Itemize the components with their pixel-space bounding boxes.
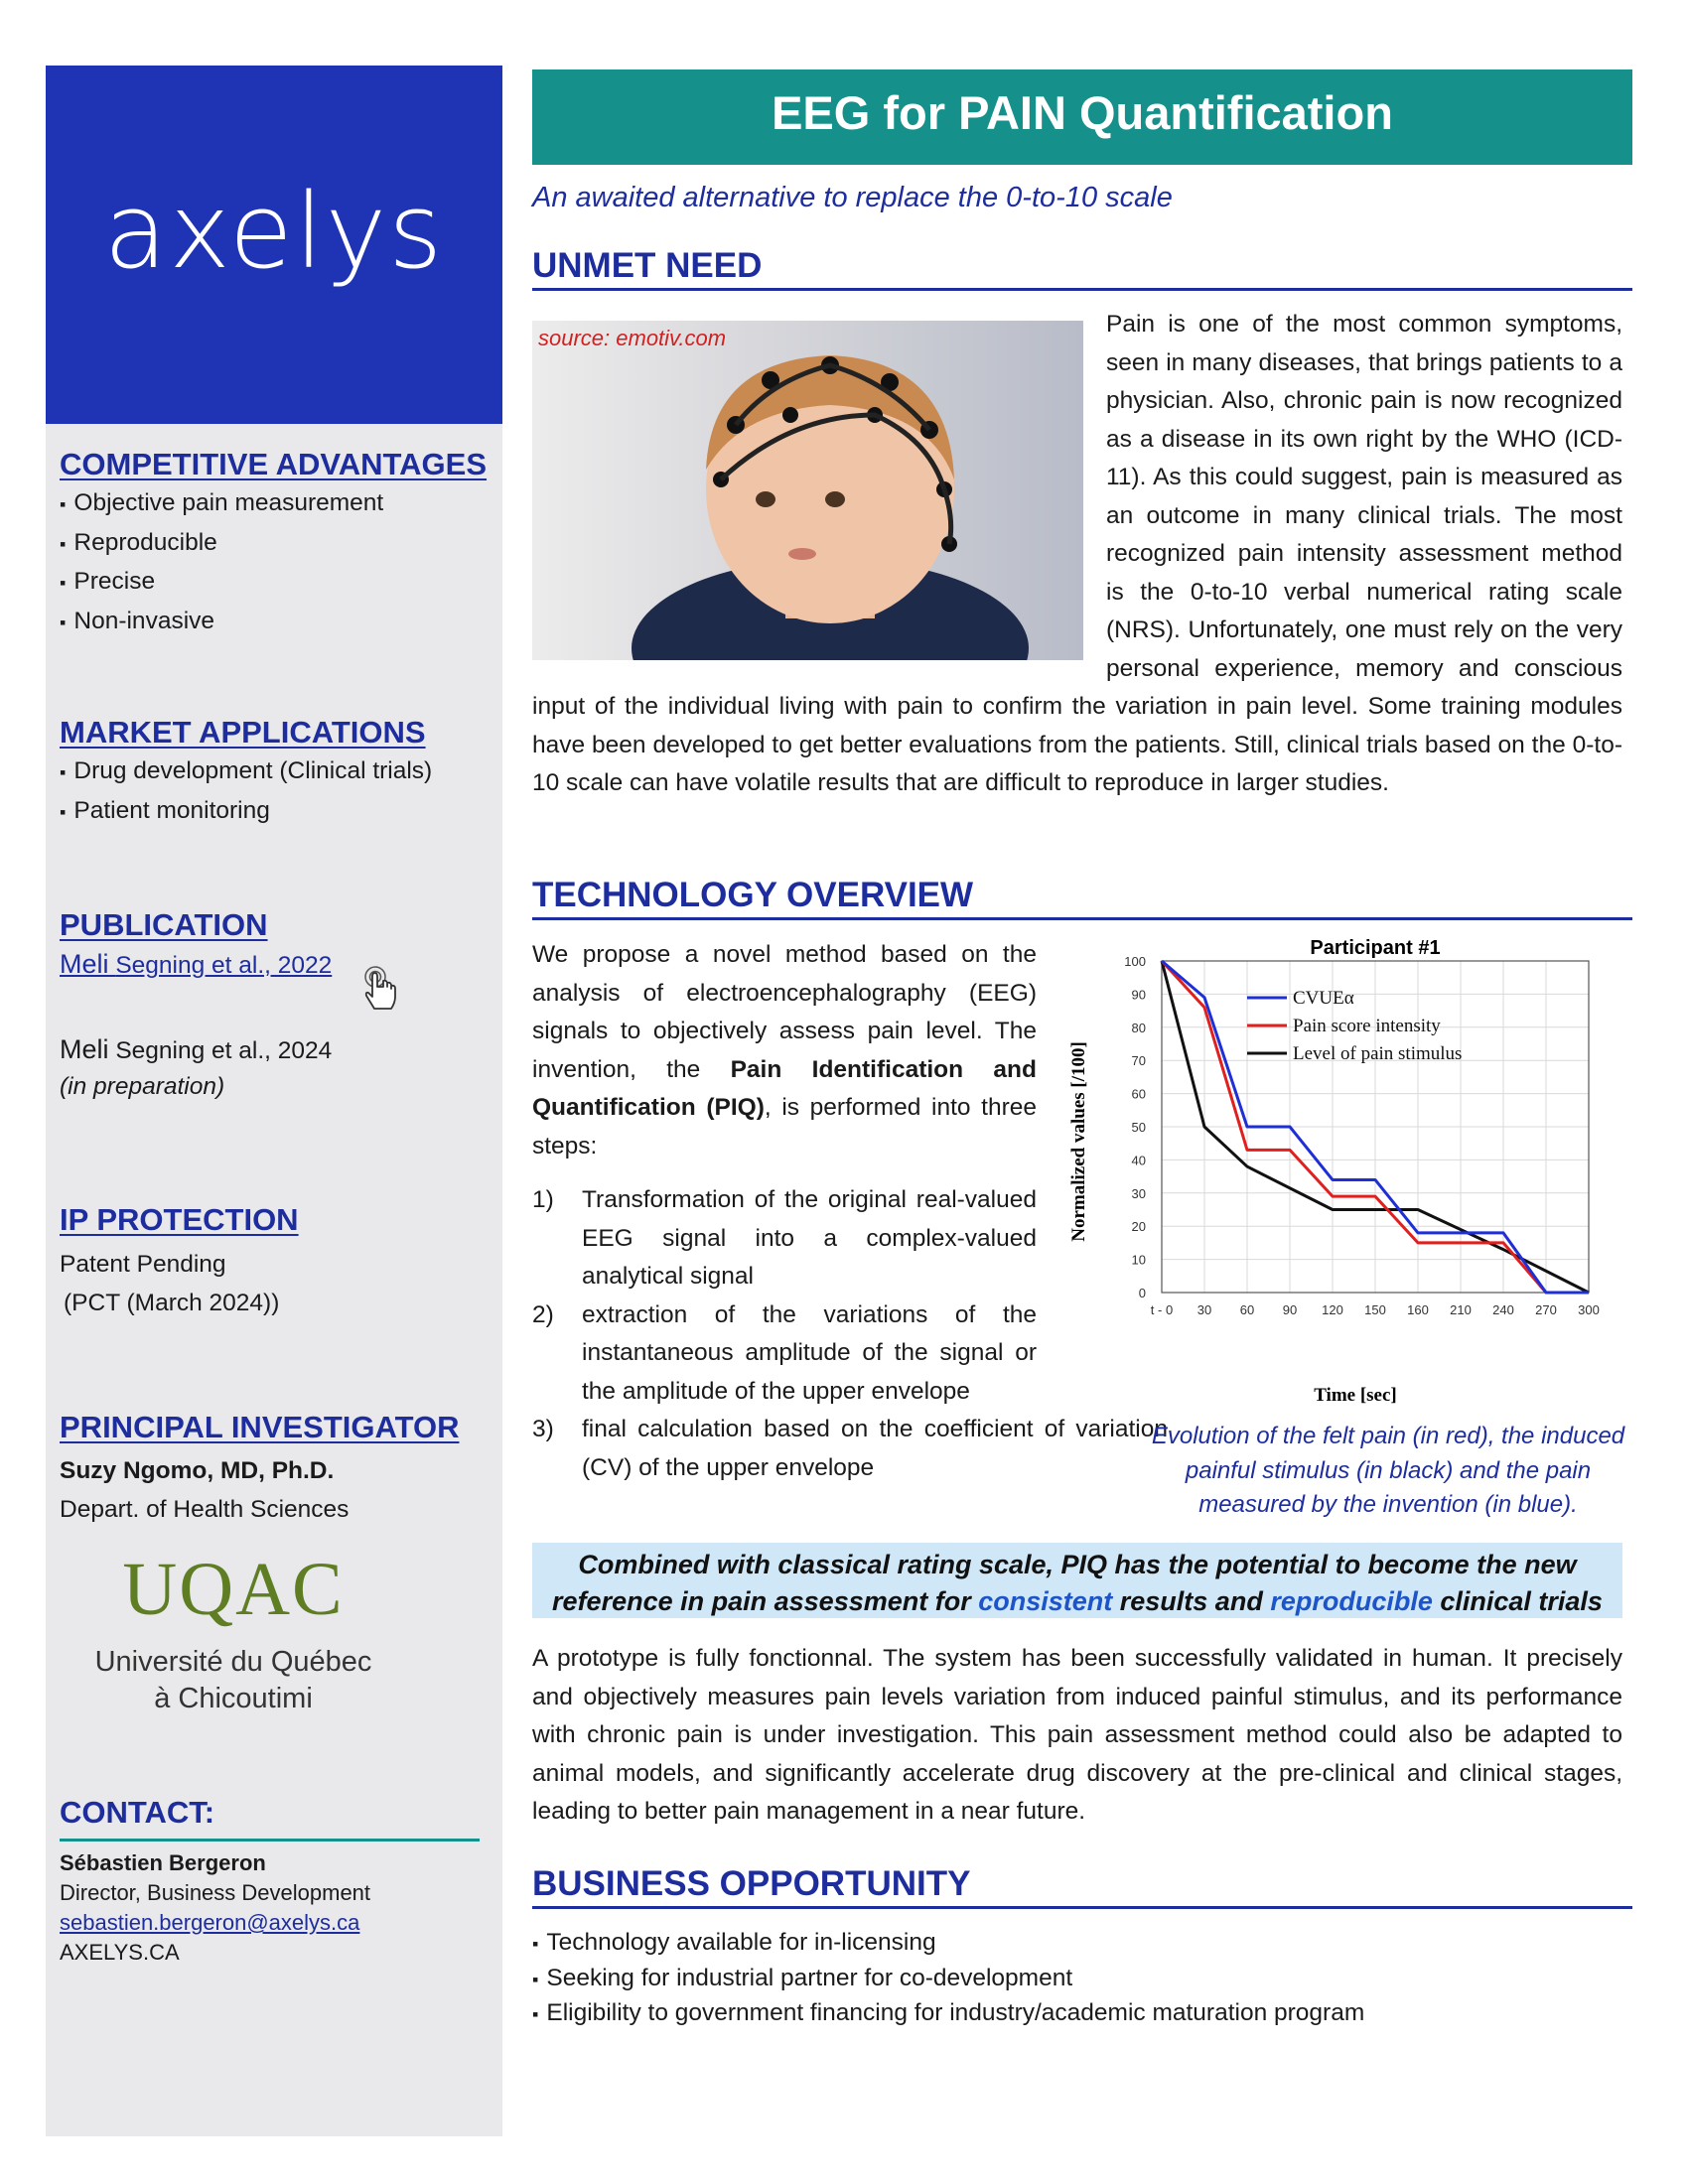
y-tick-label: 80	[1131, 1020, 1146, 1035]
chart-title: Participant #1	[1310, 937, 1441, 959]
list-item	[532, 1181, 1037, 1297]
x-tick-label: 120	[1322, 1302, 1343, 1317]
publication-author: Meli	[60, 949, 109, 979]
callout-part: Combined with classical rating scale, PIQ has the potential to become the new reference in pain assessment for	[552, 1550, 1577, 1616]
callout-text	[532, 1547, 1622, 1619]
axelys-logo: axelys	[103, 171, 445, 292]
uqac-name-line: Université du Québec	[94, 1646, 372, 1678]
uqac-name	[60, 1644, 407, 1717]
technology-overview-heading: TECHNOLOGY OVERVIEW	[532, 876, 974, 914]
y-tick-label: 50	[1131, 1120, 1146, 1135]
x-tick-label: 90	[1282, 1302, 1298, 1317]
publication-2022-link[interactable]	[60, 949, 332, 980]
contact-email-link[interactable]: sebastien.bergeron@axelys.ca	[60, 1910, 360, 1935]
contact-role: Director, Business Development	[60, 1880, 371, 1905]
callout-part: results and	[1112, 1585, 1271, 1616]
business-opportunity-heading: BUSINESS OPPORTUNITY	[532, 1864, 971, 1903]
publication-author: Meli	[60, 1034, 109, 1064]
chart-caption: Evolution of the felt pain (in red), the induced painful stimulus (in black) and the pain measured by the invention (in blue).	[1151, 1423, 1625, 1518]
section-rule	[532, 1906, 1632, 1909]
callout-part: clinical trials	[1432, 1585, 1603, 1616]
x-tick-label: 160	[1407, 1302, 1429, 1317]
publication-citation: Segning et al., 2024	[115, 1037, 333, 1064]
publication-note: (in preparation)	[60, 1073, 225, 1100]
intro-text: , is performed into three steps:	[532, 1094, 1037, 1160]
chart-grid	[1162, 961, 1589, 1293]
prototype-paragraph	[532, 1640, 1622, 1832]
unmet-need-text: Pain is one of the most common symptoms, seen in many diseases, that brings patients to a physician. Also, chronic pain is now recognized as a disease in its own right by the WHO (ICD-11). As this could suggest, pain is measured as an outcome in many clinical trials. The most recognized pain intensity assessment method is the 0-to-10 verbal numerical rating scale (NRS). Unfortunately, one must rely on the very personal experience, memory and conscious input of the individual living with pain to confirm the variation in pain level. Some training modules have been developed to get better evaluations from the patients. Still, clinical trials based on the 0-to-10 scale can have volatile results that are difficult to reproduce in larger studies.	[532, 311, 1622, 796]
list-item	[532, 1411, 1168, 1487]
section-rule	[532, 917, 1632, 920]
legend-label: Pain score intensity	[1293, 1016, 1441, 1036]
ip-protection-heading: IP PROTECTION	[60, 1202, 299, 1237]
contact-website: AXELYS.CA	[60, 1940, 180, 1965]
contact-heading: CONTACT:	[60, 1795, 215, 1830]
x-tick-label: 210	[1450, 1302, 1472, 1317]
legend-label: CVUEα	[1293, 988, 1354, 1009]
image-source-credit: source: emotiv.com	[538, 326, 727, 350]
x-tick-label: t - 0	[1150, 1302, 1174, 1317]
callout-highlight: consistent	[978, 1585, 1113, 1616]
step-number: 3)	[532, 1416, 554, 1442]
list-item: ▪ Seeking for industrial partner for co-development	[532, 1962, 1364, 1997]
callout-highlight: reproducible	[1270, 1585, 1433, 1616]
market-applications-heading: MARKET APPLICATIONS	[60, 715, 426, 750]
page-subtitle: An awaited alternative to replace the 0-to-10 scale	[532, 182, 1173, 213]
investigator-department: Depart. of Health Sciences	[60, 1496, 350, 1523]
list-item: ▪ Precise	[60, 563, 383, 603]
contact-divider	[60, 1839, 480, 1842]
x-tick-label: 270	[1535, 1302, 1557, 1317]
prototype-text: A prototype is fully fonctionnal. The system has been successfully validated in human. It precisely and objectively measures pain levels variation from induced painful stimulus, and its performance with chronic pain is under investigation. This pain assessment method could also be adapted to animal models, and significantly accelerate drug discovery at the pre-clinical and clinical stages, leading to better pain management in a near future.	[532, 1645, 1622, 1825]
step-number: 2)	[532, 1300, 554, 1328]
x-axis-ticks	[1151, 1302, 1600, 1317]
y-tick-label: 20	[1131, 1219, 1146, 1235]
contact-block	[60, 1848, 370, 1968]
step-number: 1)	[532, 1186, 554, 1213]
step-text: extraction of the variations of the instantaneous amplitude of the signal or the amplitude of the upper envelope	[582, 1300, 1037, 1405]
x-tick-label: 300	[1578, 1302, 1600, 1317]
publication-heading: PUBLICATION	[60, 907, 268, 942]
y-tick-label: 10	[1131, 1252, 1146, 1268]
competitive-advantages-list	[60, 484, 383, 641]
section-rule	[532, 288, 1632, 291]
x-tick-label: 60	[1239, 1302, 1255, 1317]
piq-name: Pain Identification and Quantification (PIQ)	[532, 1055, 1037, 1121]
chart-legend	[1247, 988, 1462, 1064]
intro-text: We propose a novel method based on the analysis of electroencephalography (EEG) signals to objectively assess pain level. The invention, the	[532, 941, 1037, 1083]
hand-pointer-icon	[361, 965, 403, 1015]
x-tick-label: 150	[1364, 1302, 1386, 1317]
technology-intro	[532, 936, 1037, 1165]
y-tick-label: 0	[1138, 1286, 1146, 1300]
y-tick-label: 90	[1131, 987, 1146, 1003]
page-title: EEG for PAIN Quantification	[772, 86, 1393, 139]
list-item: ▪ Non-invasive	[60, 603, 383, 642]
list-item: ▪ Reproducible	[60, 524, 383, 564]
step-text: final calculation based on the coefficient of variation (CV) of the upper envelope	[582, 1416, 1168, 1481]
contact-name: Sébastien Bergeron	[60, 1850, 266, 1875]
legend-label: Level of pain stimulus	[1293, 1043, 1463, 1064]
y-tick-label: 40	[1131, 1153, 1146, 1168]
list-item: ▪ Patient monitoring	[60, 792, 432, 832]
x-axis-label: Time [sec]	[1314, 1385, 1397, 1406]
uqac-name-line: à Chicoutimi	[154, 1683, 313, 1714]
step-text: Transformation of the original real-valued EEG signal into a complex-valued analytical signal	[582, 1186, 1037, 1290]
list-item: ▪ Objective pain measurement	[60, 484, 383, 524]
unmet-need-heading: UNMET NEED	[532, 246, 763, 285]
list-item: ▪ Eligibility to government financing for industry/academic maturation program	[532, 1996, 1364, 2032]
patent-detail: (PCT (March 2024))	[64, 1290, 280, 1316]
y-tick-label: 30	[1131, 1185, 1146, 1201]
publication-2024	[60, 1034, 332, 1065]
y-axis-label: Normalized values [/100]	[1068, 1041, 1089, 1242]
investigator-name: Suzy Ngomo, MD, Ph.D.	[60, 1457, 335, 1484]
y-tick-label: 100	[1124, 954, 1146, 969]
publication-citation: Segning et al., 2022	[115, 952, 333, 979]
business-opportunity-list	[532, 1926, 1364, 2032]
pain-chart	[1053, 928, 1638, 1415]
y-tick-label: 60	[1131, 1086, 1146, 1102]
list-item: ▪ Drug development (Clinical trials)	[60, 752, 432, 792]
list-item	[532, 1297, 1037, 1412]
y-axis-ticks	[1124, 954, 1146, 1300]
patent-status: Patent Pending	[60, 1251, 226, 1278]
list-item: ▪ Technology available for in-licensing	[532, 1926, 1364, 1962]
x-tick-label: 240	[1492, 1302, 1514, 1317]
principal-investigator-heading: PRINCIPAL INVESTIGATOR	[60, 1410, 460, 1444]
unmet-need-paragraph	[532, 306, 1622, 803]
x-tick-label: 30	[1196, 1302, 1212, 1317]
uqac-logo: UQAC	[122, 1548, 345, 1631]
market-applications-list	[60, 752, 432, 831]
competitive-advantages-heading: COMPETITIVE ADVANTAGES	[60, 447, 488, 481]
y-tick-label: 70	[1131, 1053, 1146, 1069]
